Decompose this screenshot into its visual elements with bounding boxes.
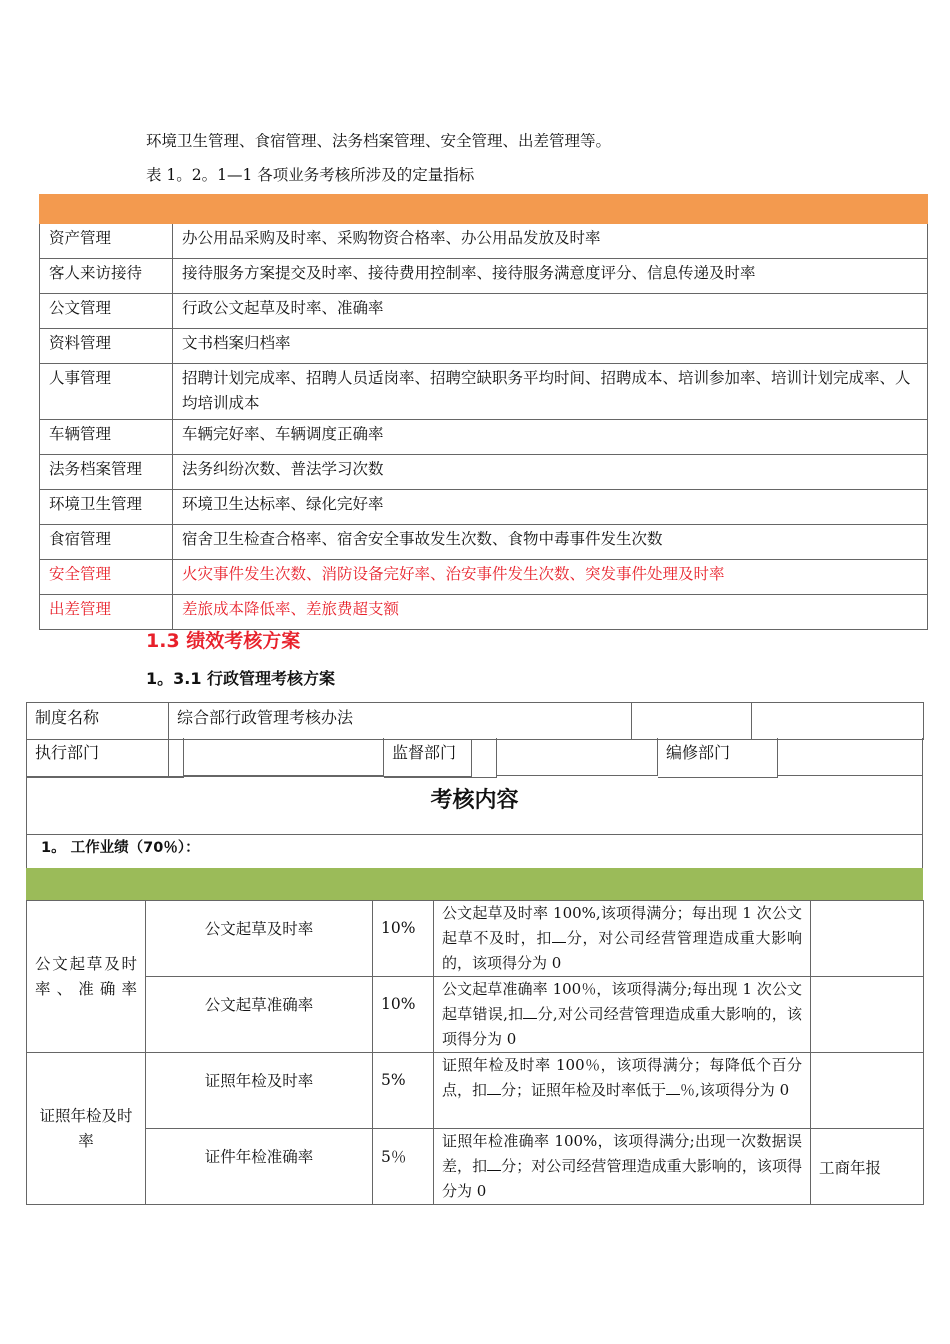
assessment-table (26, 900, 924, 1205)
category-cell: 资产管理 (40, 224, 173, 259)
table-row (40, 455, 928, 490)
note-cell (811, 1053, 924, 1129)
indicators-cell: 车辆完好率、车辆调度正确率 (173, 420, 928, 455)
category-cell: 车辆管理 (40, 420, 173, 455)
criteria-cell (434, 1053, 811, 1129)
section-label: 1。 工作业绩（70％）： (26, 834, 923, 869)
indicator-cell: 证件年检准确率 (146, 1129, 373, 1205)
criteria-text: 分，对公司经营管理造成重大影响的，该项得分为 0 (442, 929, 802, 972)
section-bar (26, 868, 923, 900)
table-row-highlighted (40, 560, 928, 595)
cell-exec-label: 执行部门 (26, 738, 184, 778)
group-cell: 证照年检及时率 (27, 1053, 146, 1205)
policy-row-2 (26, 738, 923, 774)
criteria-text: ％,该项得分为 0 (680, 1081, 790, 1099)
indicator-cell: 公文起草准确率 (146, 977, 373, 1053)
table-row (40, 364, 928, 420)
table-row (27, 977, 924, 1053)
category-cell: 法务档案管理 (40, 455, 173, 490)
weight-cell: 5% (373, 1053, 434, 1129)
empty-cell (632, 703, 752, 740)
table-row-highlighted (40, 595, 928, 630)
blank-line (523, 1004, 537, 1019)
cell-exec-value (183, 738, 384, 776)
subsection-heading: 1。3.1 行政管理考核方案 (146, 669, 336, 688)
blank-line (552, 928, 566, 943)
note-cell (811, 901, 924, 977)
table-row (40, 259, 928, 294)
group-cell: 公文起草及时率、准确率 (27, 901, 146, 1053)
blank-line (666, 1080, 680, 1095)
category-cell: 资料管理 (40, 329, 173, 364)
note-cell: 工商年报 (811, 1129, 924, 1205)
indicators-cell: 环境卫生达标率、绿化完好率 (173, 490, 928, 525)
empty-cell (752, 703, 924, 740)
criteria-text: 分,对公司经营管理造成重大影响的，该项得分为 0 (442, 1005, 802, 1048)
indicators-cell: 行政公文起草及时率、准确率 (173, 294, 928, 329)
criteria-text: 公文起草准确率 100％，该项得满分;每出现 1 次公文起草错误,扣 (442, 980, 802, 1023)
indicators-cell: 法务纠纷次数、普法学习次数 (173, 455, 928, 490)
indicator-cell: 公文起草及时率 (146, 901, 373, 977)
blank-line (487, 1156, 501, 1171)
criteria-text: 分；证照年检及时率低于 (501, 1081, 667, 1099)
table-caption: 表 1。2。1—1 各项业务考核所涉及的定量指标 (146, 166, 475, 184)
weight-cell: 10% (373, 901, 434, 977)
weight-cell: 5％ (373, 1129, 434, 1205)
table-row (40, 329, 928, 364)
indicators-cell: 宿舍卫生检查合格率、宿舍安全事故发生次数、食物中毒事件发生次数 (173, 525, 928, 560)
indicators-cell: 文书档案归档率 (173, 329, 928, 364)
blank-line (487, 1080, 501, 1095)
criteria-cell (434, 1129, 811, 1205)
policy-name-label: 制度名称 (27, 703, 169, 740)
table-row (27, 1129, 924, 1205)
intro-line: 环境卫生管理、食宿管理、法务档案管理、安全管理、出差管理等。 (146, 132, 612, 150)
category-cell: 客人来访接待 (40, 259, 173, 294)
table-row (27, 1053, 924, 1129)
category-cell: 公文管理 (40, 294, 173, 329)
policy-name-value: 综合部行政管理考核办法 (169, 703, 632, 740)
criteria-text: 证照年检及时率 100％，该项得满分；每降低个百分点，扣 (442, 1056, 802, 1099)
table-row (40, 420, 928, 455)
table-row (40, 525, 928, 560)
criteria-text: 公文起草及时率 100%,该项得满分；每出现 1 次公文起草不及时，扣 (442, 904, 802, 947)
criteria-text: 证照年检准确率 100%，该项得满分;出现一次数据误差，扣 (442, 1132, 802, 1175)
table-row (40, 490, 928, 525)
note-cell (811, 977, 924, 1053)
indicators-cell: 办公用品采购及时率、采购物资合格率、办公用品发放及时率 (173, 224, 928, 259)
category-cell: 环境卫生管理 (40, 490, 173, 525)
indicator-table-header (40, 195, 928, 224)
indicator-cell: 证照年检及时率 (146, 1053, 373, 1129)
table-row (40, 224, 928, 259)
table-row (40, 294, 928, 329)
intro-text (146, 124, 926, 192)
indicators-cell: 接待服务方案提交及时率、接待费用控制率、接待服务满意度评分、信息传递及时率 (173, 259, 928, 294)
category-cell: 人事管理 (40, 364, 173, 420)
indicators-cell: 火灾事件发生次数、消防设备完好率、治安事件发生次数、突发事件处理及时率 (173, 560, 928, 595)
cell-edit-value (778, 738, 923, 776)
indicators-cell: 招聘计划完成率、招聘人员适岗率、招聘空缺职务平均时间、招聘成本、培训参加率、培训计划完成率、人均培训成本 (173, 364, 928, 420)
cell-edit-label: 编修部门 (658, 738, 778, 778)
section-heading: 1.3 绩效考核方案 (146, 630, 301, 652)
content-title: 考核内容 (26, 774, 923, 835)
cell-super-label: 监督部门 (384, 738, 497, 778)
category-cell: 出差管理 (40, 595, 173, 630)
indicator-table (39, 194, 928, 630)
table-row (27, 901, 924, 977)
weight-cell: 10% (373, 977, 434, 1053)
category-cell: 安全管理 (40, 560, 173, 595)
criteria-cell (434, 901, 811, 977)
criteria-text: 分；对公司经营管理造成重大影响的，该项得分为 0 (442, 1157, 802, 1200)
indicators-cell: 差旅成本降低率、差旅费超支额 (173, 595, 928, 630)
criteria-cell (434, 977, 811, 1053)
category-cell: 食宿管理 (40, 525, 173, 560)
cell-super-value (497, 738, 658, 776)
